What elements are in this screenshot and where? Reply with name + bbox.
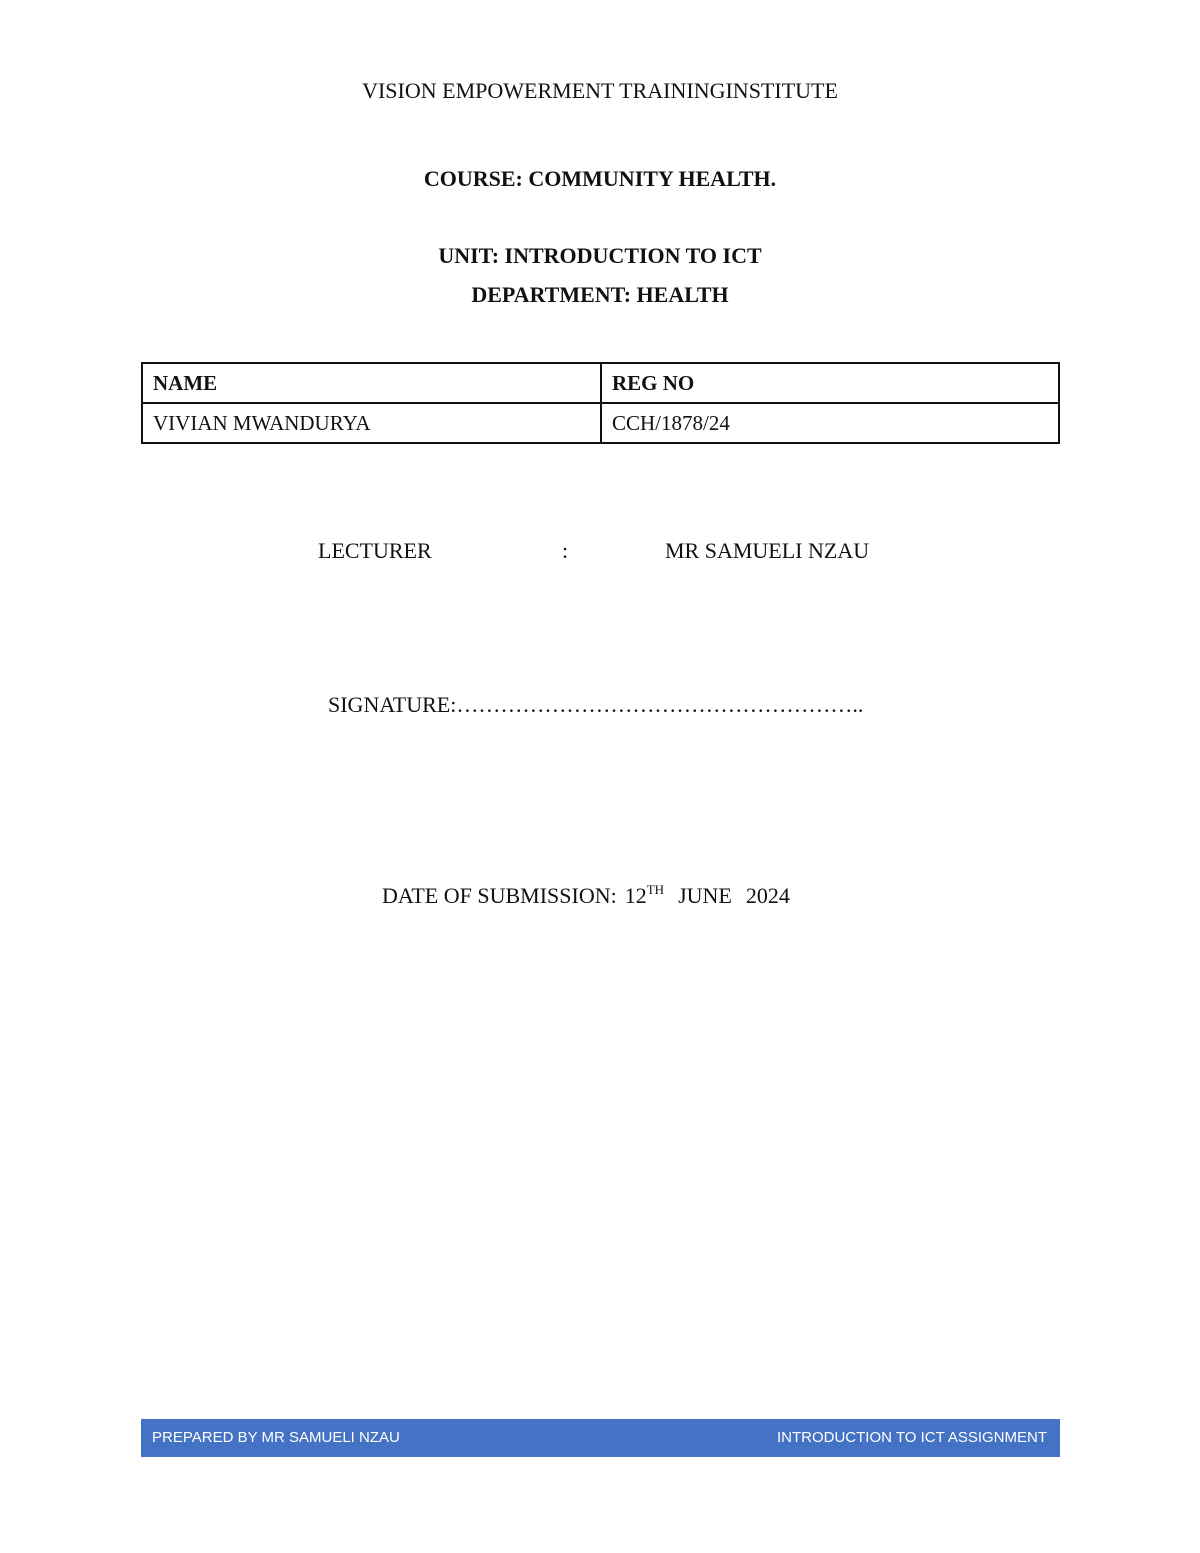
footer-prepared-by: PREPARED BY MR SAMUELI NZAU <box>152 1429 400 1446</box>
submission-day: 12 <box>624 883 647 908</box>
signature-line: SIGNATURE:……………………………………………….. <box>328 692 864 717</box>
student-info-table <box>141 362 1060 444</box>
unit-title: UNIT: INTRODUCTION TO ICT <box>438 243 762 268</box>
lecturer-label: LECTURER <box>318 538 432 563</box>
student-name-cell: VIVIAN MWANDURYA <box>142 403 601 443</box>
footer-assignment-title: INTRODUCTION TO ICT ASSIGNMENT <box>776 1429 1047 1446</box>
submission-day-suffix: TH <box>646 882 665 897</box>
table-header-row <box>142 363 1059 403</box>
course-title: COURSE: COMMUNITY HEALTH. <box>423 166 777 191</box>
lecturer-separator: : <box>562 538 569 563</box>
submission-year: 2024 <box>745 883 790 908</box>
page-footer <box>141 1419 1060 1457</box>
department-title: DEPARTMENT: HEALTH <box>471 282 729 307</box>
name-column-header: NAME <box>142 363 601 403</box>
submission-date <box>382 882 790 909</box>
institute-name: VISION EMPOWERMENT TRAININGINSTITUTE <box>362 78 838 103</box>
submission-month: JUNE <box>678 883 732 908</box>
reg-no-cell: CCH/1878/24 <box>601 403 1059 443</box>
table-row <box>142 403 1059 443</box>
reg-no-column-header: REG NO <box>601 363 1059 403</box>
submission-label: DATE OF SUBMISSION: <box>382 883 617 908</box>
lecturer-name: MR SAMUELI NZAU <box>665 538 870 563</box>
